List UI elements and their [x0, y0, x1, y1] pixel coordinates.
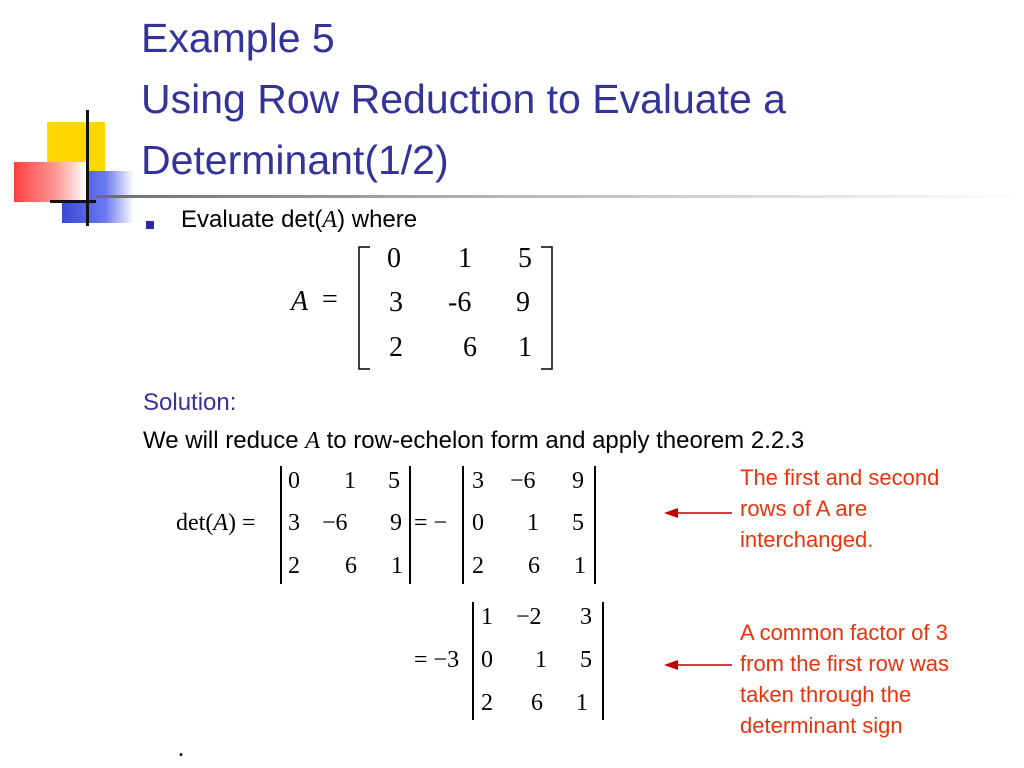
matrix-a-cell: 1 [458, 243, 472, 274]
bullet-text [181, 206, 417, 234]
matrix-a-cell: 3 [389, 287, 403, 318]
note-row-swap [740, 462, 939, 555]
bullet-suffix: ) where [337, 206, 418, 233]
bullet-prefix: Evaluate det( [181, 206, 323, 233]
det2-cell: 0 [472, 510, 484, 536]
deco-horizontal-line [50, 200, 96, 203]
solution-var: A [305, 428, 320, 454]
det1-cell: 9 [390, 510, 402, 536]
solution-text [143, 427, 804, 455]
title-divider [96, 195, 1024, 198]
note-line: rows of A are [740, 496, 868, 521]
bullet-icon [146, 221, 154, 229]
note-line: A common factor of 3 [740, 620, 948, 645]
det1-right-bar [409, 466, 411, 584]
matrix-a-cell: 9 [516, 287, 530, 318]
det1-cell: 0 [288, 468, 300, 494]
det2-cell: 6 [528, 553, 540, 579]
deco-red-square [14, 162, 86, 202]
slide-title [141, 8, 1001, 191]
det2-cell: 9 [572, 468, 584, 494]
det2-cell: −6 [510, 468, 536, 494]
note-line: determinant sign [740, 713, 903, 738]
det2-cell: 5 [572, 510, 584, 536]
note-line: The first and second [740, 465, 940, 490]
det3-cell: 5 [580, 647, 592, 673]
note-common-factor [740, 617, 949, 741]
matrix-a-label: A [291, 286, 309, 317]
title-line-1: Example 5 [141, 15, 335, 61]
title-line-2: Using Row Reduction to Evaluate a [141, 76, 786, 122]
det1-cell: 3 [288, 510, 300, 536]
det3-left-bar [472, 602, 474, 720]
det3-cell: −2 [516, 604, 542, 630]
matrix-a-equals: = [322, 284, 338, 315]
solution-label: Solution: [143, 389, 237, 416]
matrix-a-cell: 5 [518, 243, 532, 274]
step1-lhs-var: A [213, 510, 228, 536]
matrix-a-right-bracket [540, 246, 554, 370]
step1-lhs-func: det( [176, 510, 214, 536]
det3-cell: 2 [481, 690, 493, 716]
det1-cell: 6 [345, 553, 357, 579]
matrix-a-cell: 2 [389, 332, 403, 363]
det1-cell: 2 [288, 553, 300, 579]
step2-prefix: = −3 [414, 647, 460, 673]
matrix-a-left-bracket [358, 246, 372, 370]
det1-cell: 5 [388, 468, 400, 494]
note-line: taken through the [740, 682, 912, 707]
det3-cell: 1 [576, 690, 588, 716]
note-line: interchanged. [740, 527, 874, 552]
det3-cell: 3 [580, 604, 592, 630]
det3-cell: 1 [535, 647, 547, 673]
det3-right-bar [602, 602, 604, 720]
bullet-var: A [322, 207, 338, 233]
det2-left-bar [462, 466, 464, 584]
step1-lhs [176, 510, 256, 537]
deco-vertical-line [86, 110, 89, 226]
matrix-a-cell: 1 [518, 332, 532, 363]
solution-suffix: to row-echelon form and apply theorem 2.2.3 [319, 427, 805, 454]
det1-cell: 1 [391, 553, 403, 579]
det2-cell: 1 [574, 553, 586, 579]
det1-cell: −6 [322, 510, 348, 536]
det2-cell: 3 [472, 468, 484, 494]
det3-cell: 6 [531, 690, 543, 716]
det2-cell: 1 [527, 510, 539, 536]
note-line: from the first row was [740, 651, 950, 676]
arrow-left-icon [664, 658, 734, 672]
det3-cell: 0 [481, 647, 493, 673]
det1-cell: 1 [344, 468, 356, 494]
arrow-left-icon [664, 506, 734, 520]
matrix-a-cell: 0 [387, 243, 401, 274]
det2-right-bar [594, 466, 596, 584]
det3-cell: 1 [481, 604, 493, 630]
det1-left-bar [280, 466, 282, 584]
matrix-a-cell: -6 [448, 287, 472, 318]
matrix-a-cell: 6 [463, 332, 477, 363]
trailing-dot: . [178, 736, 184, 762]
det2-cell: 2 [472, 553, 484, 579]
step1-mid: = − [414, 510, 448, 536]
solution-prefix: We will reduce [143, 427, 306, 454]
title-line-3: Determinant(1/2) [141, 137, 449, 183]
step1-lhs-end: ) = [227, 510, 256, 536]
